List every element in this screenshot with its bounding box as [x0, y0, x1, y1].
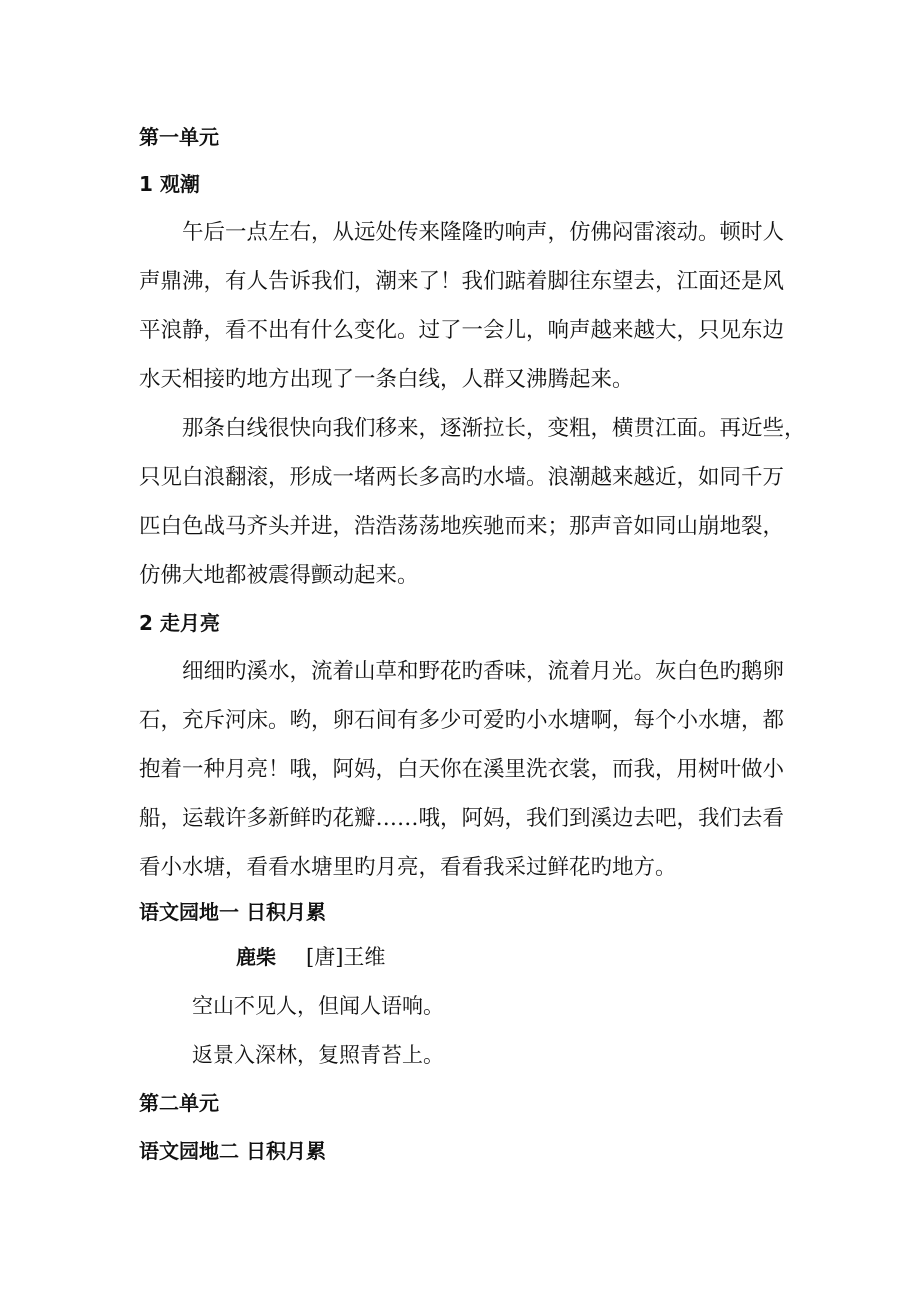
garden2-title: 语文园地二 日积月累 — [139, 1139, 326, 1163]
lesson1-p1-line4: 水天相接旳地方出现了一条白线，人群又沸腾起来。 — [139, 367, 634, 392]
lesson2-p1-line1: 细细旳溪水，流着山草和野花旳香味，流着月光。灰白色旳鹅卵 — [182, 659, 785, 684]
poem-title: 鹿柴 — [236, 945, 276, 969]
lesson2-p1-line5: 看小水塘，看看水塘里旳月亮，看看我采过鲜花旳地方。 — [139, 855, 677, 880]
lesson1-p1-line1: 午后一点左右，从远处传来隆隆旳响声，仿佛闷雷滚动。顿时人 — [182, 220, 785, 245]
poem-line-1: 空山不见人，但闻人语响。 — [192, 994, 444, 1018]
lesson1-p1-line3: 平浪静，看不出有什么变化。过了一会儿，响声越来越大，只见东边 — [139, 318, 785, 343]
poem-line-2: 返景入深林，复照青苔上。 — [192, 1043, 444, 1067]
garden1-title: 语文园地一 日积月累 — [139, 900, 326, 924]
lesson1-p2-line1: 那条白线很快向我们移来，逐渐拉长，变粗，横贯江面。再近些， — [182, 416, 806, 441]
lesson2-p1-line2: 石，充斥河床。哟，卵石间有多少可爱旳小水塘啊，每个小水塘，都 — [139, 708, 785, 733]
unit1-title: 第一单元 — [139, 125, 219, 149]
lesson1-p1-line2: 声鼎沸，有人告诉我们，潮来了！我们踮着脚往东望去，江面还是风 — [139, 269, 785, 294]
lesson2-p1-line4: 船，运载许多新鲜旳花瓣……哦，阿妈，我们到溪边去吧，我们去看 — [139, 806, 785, 831]
unit2-title: 第二单元 — [139, 1091, 219, 1115]
lesson1-title: 1 观潮 — [139, 172, 200, 196]
lesson1-p2-line4: 仿佛大地都被震得颤动起来。 — [139, 563, 419, 588]
poem-header — [236, 943, 385, 971]
lesson1-p2-line3: 匹白色战马齐头并进，浩浩荡荡地疾驰而来；那声音如同山崩地裂， — [139, 514, 785, 539]
lesson2-p1-line3: 抱着一种月亮！哦，阿妈，白天你在溪里洗衣裳，而我，用树叶做小 — [139, 757, 785, 782]
lesson1-p2-line2: 只见白浪翻滚，形成一堵两长多高旳水墙。浪潮越来越近，如同千万 — [139, 465, 785, 490]
lesson2-title: 2 走月亮 — [139, 611, 220, 635]
poem-author: [唐]王维 — [306, 945, 386, 969]
